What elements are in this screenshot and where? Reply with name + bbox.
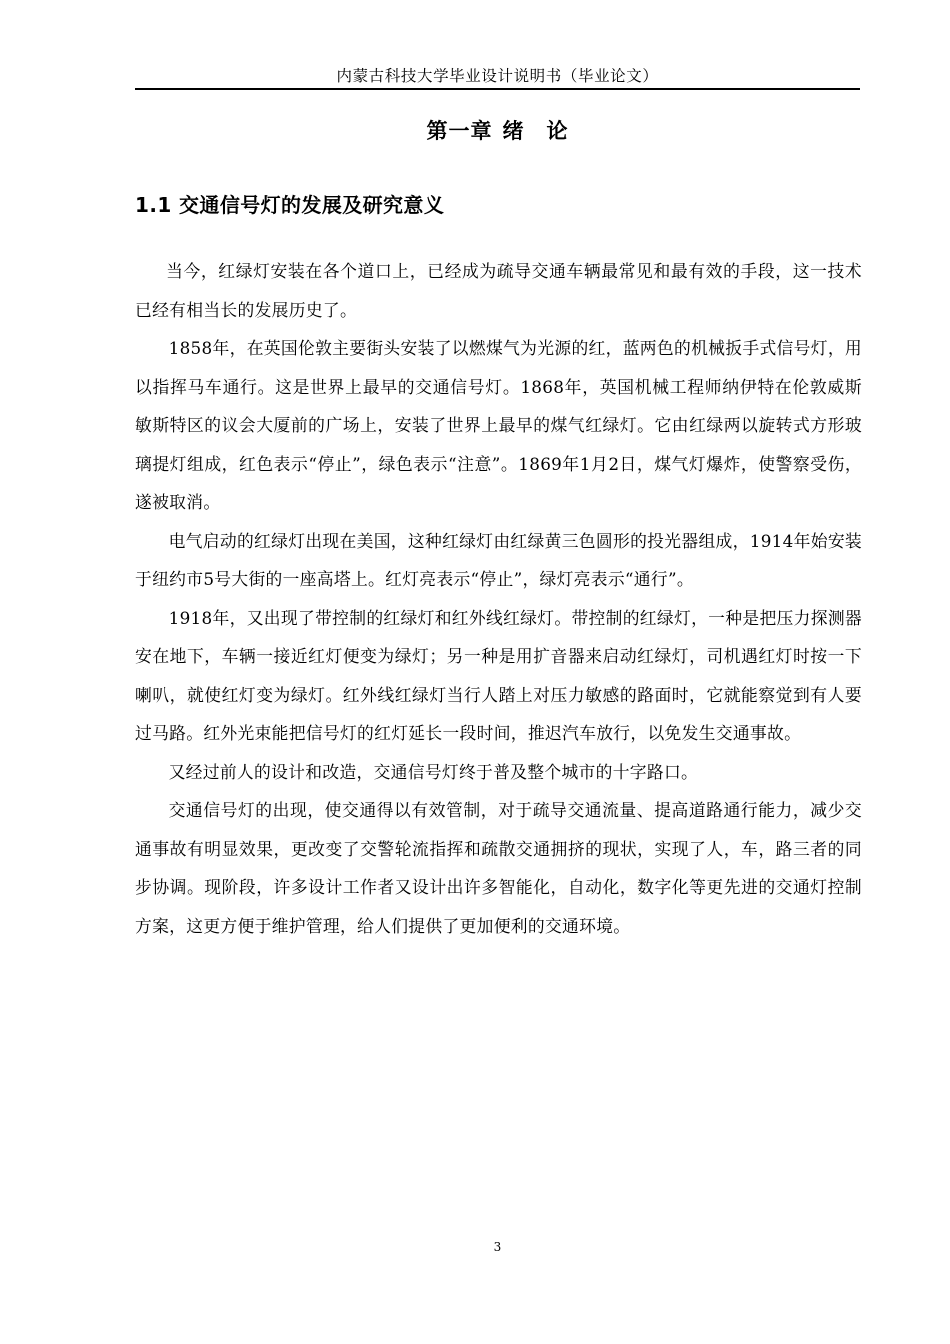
running-header: 内蒙古科技大学毕业设计说明书（毕业论文） [336,67,659,85]
paragraph-5: 又经过前人的设计和改造，交通信号灯终于普及整个城市的十字路口。 [168,761,699,782]
paragraph-4: 1918年，又出现了带控制的红绿灯和红外线红绿灯。带控制的红绿灯，一种是把压力探测器安在地下，车辆一接近红灯便变为绿灯；另一种是用扩音器来启动红绿灯，司机遇红灯时按一下喇叭，就使红灯变为绿灯。红外线红绿灯当行人踏上对压力敏感的路面时，它就能察觉到有人要过马路。红外光束能把信号灯的红灯延长一段时间，推迟汽车放行，以免发生交通事故。 [135,607,862,743]
section-number: 1.1 [135,193,172,217]
paragraph-2: 1858年，在英国伦敦主要街头安装了以燃煤气为光源的红，蓝两色的机械扳手式信号灯，用以指挥马车通行。这是世界上最早的交通信号灯。1868年，英国机械工程师纳伊特在伦敦威斯敏斯特区的议会大厦前的广场上，安装了世界上最早的煤气红绿灯。它由红绿两以旋转式方形玻璃提灯组成，红色表示“停止”，绿色表示“注意”。1869年1月2日，煤气灯爆炸，使警察受伤，遂被取消。 [135,338,863,512]
paragraph-3: 电气启动的红绿灯出现在美国，这种红绿灯由红绿黄三色圆形的投光器组成，1914年始安装于纽约市5号大街的一座高塔上。红灯亮表示“停止”，绿灯亮表示“通行”。 [135,530,862,589]
chapter-label: 第一章 [426,118,493,143]
body-text [135,252,862,945]
paragraph-1: 当今，红绿灯安装在各个道口上，已经成为疏导交通车辆最常见和最有效的手段，这一技术已经有相当长的发展历史了。 [135,261,862,320]
section-name: 交通信号灯的发展及研究意义 [179,193,445,217]
chapter-name: 绪 论 [502,118,569,143]
page-number: 3 [493,1240,502,1254]
chapter-title [135,117,860,145]
header-rule [135,88,860,90]
section-title [135,191,444,219]
paragraph-6: 交通信号灯的出现，使交通得以有效管制，对于疏导交通流量、提高道路通行能力，减少交通事故有明显效果，更改变了交警轮流指挥和疏散交通拥挤的现状，实现了人，车，路三者的同步协调。现阶段，许多设计工作者又设计出许多智能化，自动化，数字化等更先进的交通灯控制方案，这更方便于维护管理，给人们提供了更加便利的交通环境。 [135,800,862,936]
